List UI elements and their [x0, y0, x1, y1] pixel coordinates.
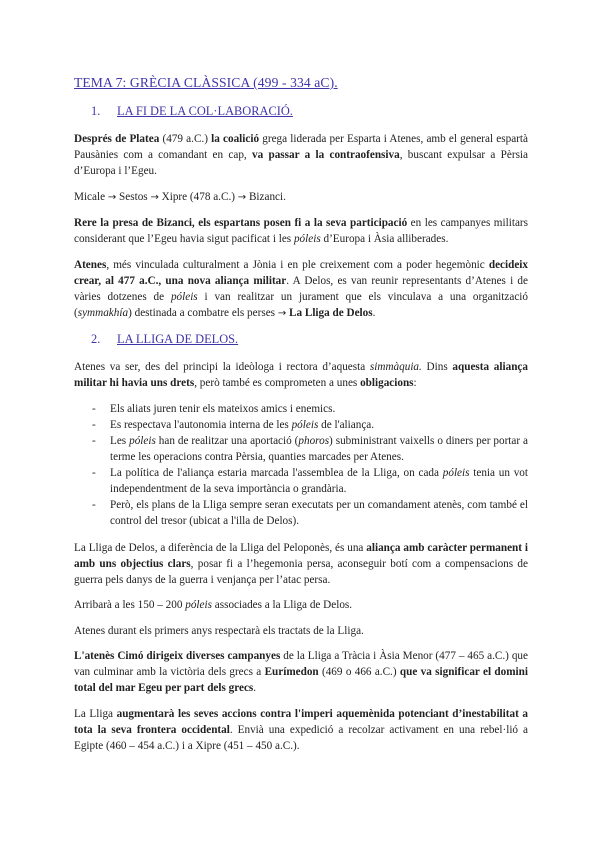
text: han de realitzar una aportació ( — [155, 434, 299, 447]
paragraph-bizanci — [74, 215, 528, 247]
text: associades a la Lliga de Delos. — [211, 599, 353, 611]
text: Les — [110, 434, 130, 447]
text: Sestos — [116, 190, 151, 203]
paragraph-route — [74, 189, 528, 206]
text: Atenes va ser, des del principi la ideòloga i rectora d’aquesta — [74, 361, 370, 373]
text: Però, els plans de la Lliga sempre seran executats per un comandament atenès, com també el control del tresor (ubicat a l'illa de Delos). — [110, 498, 528, 527]
bold-text: decideix crear, al 477 a.C., una nova aliança militar — [74, 258, 528, 287]
bold-text: aliança amb caràcter permanent i amb uns objectius clars — [74, 541, 529, 570]
right-arrow-icon: → — [277, 307, 287, 319]
italic-text: póleis — [129, 434, 156, 447]
text: , buscant expulsar a Pèrsia d’Europa i l’Egeu. — [74, 149, 528, 177]
dash-bullet: - — [92, 498, 96, 511]
list-item — [74, 417, 528, 433]
text: (469 o 466 a.C.) — [318, 666, 400, 678]
paragraph-poleis-count — [74, 597, 528, 613]
dash-bullet: - — [92, 402, 96, 415]
paragraph-peloponnes — [74, 540, 528, 588]
italic-text: póleis — [442, 466, 470, 479]
text: , posar fi a l’hegemonia persa, aconseguir botí com a compensacions de guerra pels danys de la guerra i venjança per l’atac persa. — [74, 557, 528, 586]
text: , però també es comprometen a unes — [194, 377, 361, 389]
bold-text: aquesta aliança militar hi havia uns drets — [74, 361, 528, 389]
bold-text: que va significar el domini total del mar Egeu per part dels grecs — [74, 666, 528, 694]
text: . — [253, 682, 257, 694]
right-arrow-icon: → — [150, 191, 159, 203]
paragraph-aquemenida — [74, 706, 528, 754]
list-item — [74, 497, 528, 529]
text: i van realitzar un jurament que els vinculava a una organització ( — [74, 290, 529, 319]
italic-text: póleis — [291, 418, 319, 431]
text: d’Europa i Àsia alliberades. — [320, 233, 449, 245]
text: Micale — [74, 190, 108, 203]
section-heading-2 — [74, 331, 528, 347]
section-heading-1 — [74, 103, 528, 119]
text: Xipre (478 a.C.) — [158, 190, 238, 203]
bold-text: la coalició — [211, 133, 260, 145]
list-item — [74, 401, 528, 417]
text: ) destinada a combatre els perses — [128, 306, 278, 319]
italic-text: póleis — [185, 599, 212, 611]
paragraph-platea — [74, 131, 528, 179]
text: La política de l'aliança estaria marcada l'assemblea de la Lliga, on cada — [110, 466, 443, 479]
page-title: TEMA 7: GRÈCIA CLÀSSICA (499 - 334 aC). — [74, 75, 338, 90]
bold-text: Després de Platea — [74, 133, 160, 145]
text: . — [372, 306, 376, 319]
list-item — [74, 433, 528, 465]
text: de l'aliança. — [318, 418, 375, 431]
document-content — [74, 74, 528, 763]
text: , més vinculada culturalment a Jònia i en ple creixement com a poder hegemònic — [106, 258, 489, 271]
text: Arribarà a les 150 – 200 — [74, 599, 186, 611]
text: La Lliga — [74, 707, 117, 720]
text: ) subministrant vaixells o diners per portar a terme les operacions contra Pèrsia, quanties marcades per Atenes. — [110, 434, 528, 463]
section-title: LA FI DE LA COL·LABORACIÓ. — [117, 104, 293, 118]
text: : — [413, 377, 417, 389]
bold-text: va passar a la contraofensiva — [252, 149, 400, 161]
text: . Envià una expedició a recolzar activament en una rebel·lió a Egipte (460 – 454 a.C.) i a Xipre (451 – 450 a.C.). — [74, 723, 528, 752]
text: Dins — [421, 361, 453, 373]
bold-text: obligacions — [360, 377, 414, 389]
text: en les campanyes militars considerant que l’Egeu havia sigut pacificat i les — [74, 217, 528, 245]
text: La Lliga de Delos, a diferència de la Lliga del Peloponès, és una — [74, 541, 367, 554]
text: Es respectava l'autonomia interna de les — [110, 418, 292, 431]
paragraph-atenes — [74, 257, 528, 322]
text: grega liderada per Esparta i Atenes, amb el general espartà Pausànies com a comandant en cap, — [74, 133, 528, 161]
text: de la Lliga a Tràcia i Àsia Menor (477 – 465 a.C.) que van culminar amb la victòria dels grecs a — [74, 650, 528, 678]
obligations-list — [74, 401, 528, 529]
bold-text: Atenes — [74, 258, 107, 271]
bold-text: L'atenès Cimó dirigeix diverses campanyes — [74, 650, 281, 662]
right-arrow-icon: → — [237, 191, 247, 203]
dash-bullet: - — [92, 434, 96, 447]
right-arrow-icon: → — [107, 191, 117, 203]
bold-text: Rere la presa de Bizanci, els espartans posen fi a la seva participació — [74, 217, 408, 229]
list-item — [74, 465, 528, 497]
paragraph-cimo — [74, 648, 528, 696]
italic-text: póleis — [170, 290, 198, 303]
section-number: 1. — [91, 104, 101, 118]
text: tenia un vot independentment de la seva importància o grandària. — [110, 466, 528, 495]
paragraph-ideologa — [74, 359, 528, 391]
dash-bullet: - — [92, 466, 96, 479]
section-number: 2. — [91, 332, 101, 346]
text: (479 a.C.) — [159, 133, 212, 145]
bold-text: Eurímedon — [264, 666, 319, 678]
italic-text: symmakhía — [77, 306, 129, 319]
text: Els aliats juren tenir els mateixos amics i enemics. — [110, 402, 336, 415]
text: . A Delos, es van reunir representants d’Atenes i de vàries dotzenes de — [74, 274, 528, 303]
paragraph-tractats: Atenes durant els primers anys respectarà els tractats de la Lliga. — [74, 624, 364, 637]
italic-text: simmàquia. — [369, 361, 422, 373]
italic-text: póleis — [293, 233, 321, 245]
bold-text: augmentarà les seves accions contra l'imperi aquemènida potenciant d’inestabilitat a tota la seva frontera occidental — [74, 707, 528, 736]
italic-text: phoros — [298, 434, 330, 447]
dash-bullet: - — [92, 418, 96, 431]
section-title: LA LLIGA DE DELOS. — [117, 332, 239, 346]
text: Bizanci. — [246, 190, 286, 203]
bold-text: La Lliga de Delos — [286, 306, 373, 319]
